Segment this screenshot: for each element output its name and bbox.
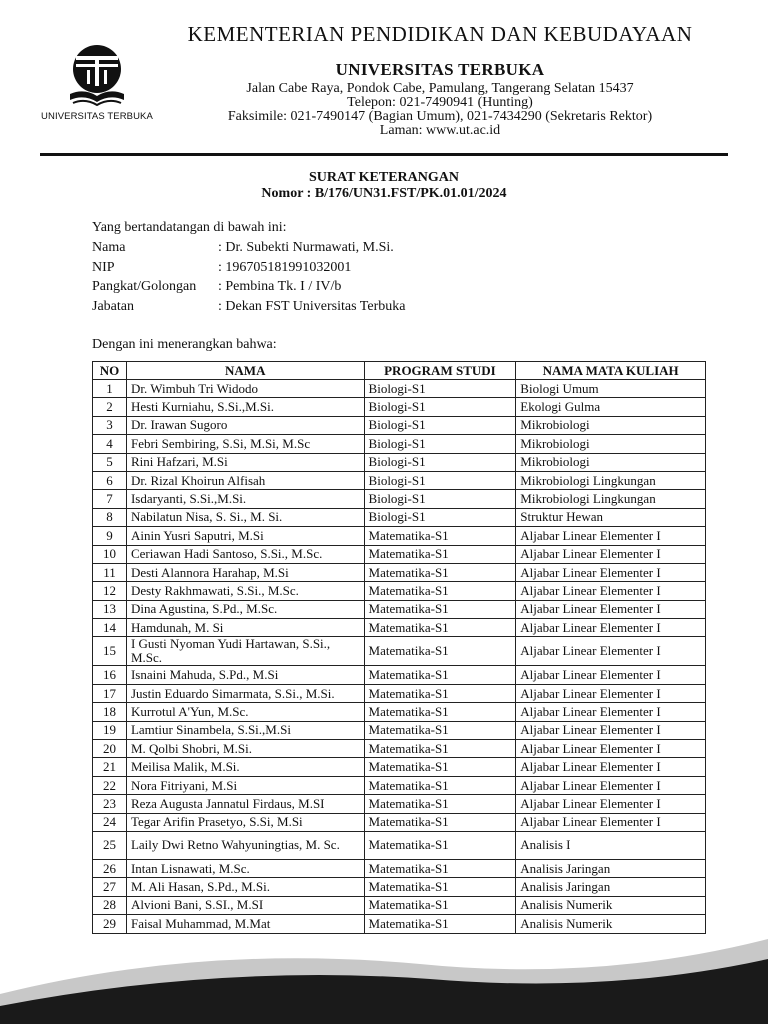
course-name: Ekologi Gulma xyxy=(516,398,706,416)
table-row xyxy=(93,637,706,666)
lecturer-name: Ceriawan Hadi Santoso, S.Si., M.Sc. xyxy=(126,545,364,563)
lecturer-name: Ainin Yusri Saputri, M.Si xyxy=(126,527,364,545)
table-row xyxy=(93,471,706,489)
course-name: Mikrobiologi xyxy=(516,416,706,434)
course-name: Aljabar Linear Elementer I xyxy=(516,758,706,776)
footer-wave-decoration xyxy=(0,924,768,1024)
lecturer-name: Desty Rakhmawati, S.Si., M.Sc. xyxy=(126,582,364,600)
signer-label: Nama xyxy=(92,240,126,255)
signer-row xyxy=(92,299,405,319)
lecturer-name: Lamtiur Sinambela, S.Si.,M.Si xyxy=(126,721,364,739)
logo-caption: UNIVERSITAS TERBUKA xyxy=(41,111,153,122)
table-row xyxy=(93,878,706,896)
website-line: Laman: www.ut.ac.id xyxy=(379,123,501,138)
lecturer-name: M. Ali Hasan, S.Pd., M.Si. xyxy=(126,878,364,896)
letter-number: Nomor : B/176/UN31.FST/PK.01.01/2024 xyxy=(261,186,507,201)
study-program: Matematika-S1 xyxy=(364,758,516,776)
lecturer-name: I Gusti Nyoman Yudi Hartawan, S.Si., M.Sc. xyxy=(126,637,364,666)
signer-label: Jabatan xyxy=(92,298,134,314)
lecturer-name: Dina Agustina, S.Pd., M.Sc. xyxy=(126,600,364,618)
study-program: Matematika-S1 xyxy=(364,545,516,563)
course-name: Aljabar Linear Elementer I xyxy=(516,545,706,563)
course-name: Analisis I xyxy=(516,831,706,859)
lecturer-name: Isnaini Mahuda, S.Pd., M.Si xyxy=(126,666,364,684)
table-row xyxy=(93,813,706,831)
row-number: 3 xyxy=(93,416,127,434)
lecturer-name: Intan Lisnawati, M.Sc. xyxy=(126,859,364,877)
row-number: 20 xyxy=(93,740,127,758)
lecturer-name: Rini Hafzari, M.Si xyxy=(126,453,364,471)
study-program: Matematika-S1 xyxy=(364,582,516,600)
row-number: 4 xyxy=(93,435,127,453)
lecturer-name: Justin Eduardo Simarmata, S.Si., M.Si. xyxy=(126,684,364,702)
signer-value: : Pembina Tk. I / IV/b xyxy=(218,279,342,294)
study-program: Matematika-S1 xyxy=(364,666,516,684)
lecturer-name: Tegar Arifin Prasetyo, S.Si, M.Si xyxy=(126,813,364,831)
row-number: 5 xyxy=(93,453,127,471)
lecturer-name: Hesti Kurniahu, S.Si.,M.Si. xyxy=(126,398,364,416)
statement-text: Dengan ini menerangkan bahwa: xyxy=(92,337,277,352)
table-row xyxy=(93,859,706,877)
fax-line: Faksimile: 021-7490147 (Bagian Umum), 021-7434290 (Sekretaris Rektor) xyxy=(227,109,653,124)
header-no: NO xyxy=(93,362,127,380)
table-row xyxy=(93,563,706,581)
row-number: 21 xyxy=(93,758,127,776)
course-name: Aljabar Linear Elementer I xyxy=(516,637,706,666)
course-name: Aljabar Linear Elementer I xyxy=(516,740,706,758)
row-number: 26 xyxy=(93,859,127,877)
course-name: Mikrobiologi Lingkungan xyxy=(516,471,706,489)
table-row xyxy=(93,703,706,721)
header-nama: NAMA xyxy=(126,362,364,380)
signer-label: NIP xyxy=(92,259,115,275)
table-header-row xyxy=(93,362,706,380)
course-name: Aljabar Linear Elementer I xyxy=(516,527,706,545)
row-number: 1 xyxy=(93,380,127,398)
signer-details xyxy=(92,240,405,318)
signer-value: : Dr. Subekti Nurmawati, M.Si. xyxy=(218,240,394,255)
ut-emblem-icon xyxy=(66,42,128,108)
table-row xyxy=(93,740,706,758)
row-number: 24 xyxy=(93,813,127,831)
study-program: Matematika-S1 xyxy=(364,684,516,702)
row-number: 13 xyxy=(93,600,127,618)
table-row xyxy=(93,721,706,739)
header-program-studi: PROGRAM STUDI xyxy=(364,362,516,380)
lecturer-name: Meilisa Malik, M.Si. xyxy=(126,758,364,776)
table-row xyxy=(93,527,706,545)
study-program: Matematika-S1 xyxy=(364,831,516,859)
table-row xyxy=(93,831,706,859)
signer-value: : 196705181991032001 xyxy=(218,259,352,275)
study-program: Biologi-S1 xyxy=(364,398,516,416)
study-program: Matematika-S1 xyxy=(364,795,516,813)
table-row xyxy=(93,619,706,637)
row-number: 16 xyxy=(93,666,127,684)
row-number: 28 xyxy=(93,896,127,914)
course-name: Analisis Numerik xyxy=(516,915,706,933)
study-program: Matematika-S1 xyxy=(364,878,516,896)
header-mata-kuliah: NAMA MATA KULIAH xyxy=(516,362,706,380)
table-row xyxy=(93,666,706,684)
study-program: Biologi-S1 xyxy=(364,435,516,453)
lecturer-name: Alvioni Bani, S.SI., M.SI xyxy=(126,896,364,914)
row-number: 11 xyxy=(93,563,127,581)
lecturer-name: Dr. Irawan Sugoro xyxy=(126,416,364,434)
course-name: Aljabar Linear Elementer I xyxy=(516,703,706,721)
study-program: Matematika-S1 xyxy=(364,896,516,914)
lecturer-name: Dr. Wimbuh Tri Widodo xyxy=(126,380,364,398)
study-program: Biologi-S1 xyxy=(364,490,516,508)
study-program: Matematika-S1 xyxy=(364,859,516,877)
study-program: Matematika-S1 xyxy=(364,563,516,581)
study-program: Matematika-S1 xyxy=(364,600,516,618)
table-row xyxy=(93,398,706,416)
table-row xyxy=(93,776,706,794)
table-row xyxy=(93,490,706,508)
course-name: Biologi Umum xyxy=(516,380,706,398)
lecturer-name: Desti Alannora Harahap, M.Si xyxy=(126,563,364,581)
course-name: Aljabar Linear Elementer I xyxy=(516,563,706,581)
signer-value: : Dekan FST Universitas Terbuka xyxy=(218,298,406,314)
course-name: Aljabar Linear Elementer I xyxy=(516,813,706,831)
signer-row xyxy=(92,260,405,280)
course-name: Aljabar Linear Elementer I xyxy=(516,684,706,702)
table-row xyxy=(93,600,706,618)
study-program: Matematika-S1 xyxy=(364,813,516,831)
lecturer-table xyxy=(92,361,706,934)
course-name: Analisis Jaringan xyxy=(516,859,706,877)
row-number: 6 xyxy=(93,471,127,489)
study-program: Matematika-S1 xyxy=(364,619,516,637)
row-number: 7 xyxy=(93,490,127,508)
row-number: 17 xyxy=(93,684,127,702)
row-number: 8 xyxy=(93,508,127,526)
study-program: Biologi-S1 xyxy=(364,453,516,471)
course-name: Mikrobiologi xyxy=(516,435,706,453)
row-number: 12 xyxy=(93,582,127,600)
university-logo xyxy=(38,42,156,122)
intro-text: Yang bertandatangan di bawah ini: xyxy=(92,220,287,235)
row-number: 14 xyxy=(93,619,127,637)
study-program: Biologi-S1 xyxy=(364,508,516,526)
address-line: Jalan Cabe Raya, Pondok Cabe, Pamulang, Tangerang Selatan 15437 xyxy=(246,81,634,96)
table-row xyxy=(93,508,706,526)
table-row xyxy=(93,896,706,914)
study-program: Matematika-S1 xyxy=(364,721,516,739)
lecturer-name: M. Qolbi Shobri, M.Si. xyxy=(126,740,364,758)
study-program: Matematika-S1 xyxy=(364,915,516,933)
study-program: Matematika-S1 xyxy=(364,740,516,758)
table-row xyxy=(93,795,706,813)
table-row xyxy=(93,435,706,453)
course-name: Struktur Hewan xyxy=(516,508,706,526)
row-number: 18 xyxy=(93,703,127,721)
row-number: 22 xyxy=(93,776,127,794)
table-row xyxy=(93,416,706,434)
row-number: 29 xyxy=(93,915,127,933)
lecturer-name: Dr. Rizal Khoirun Alfisah xyxy=(126,471,364,489)
table-row xyxy=(93,380,706,398)
row-number: 10 xyxy=(93,545,127,563)
university-name: UNIVERSITAS TERBUKA xyxy=(335,60,545,79)
letter-title: SURAT KETERANGAN xyxy=(308,170,459,185)
lecturer-name: Febri Sembiring, S.Si, M.Si, M.Sc xyxy=(126,435,364,453)
header-divider xyxy=(40,153,728,156)
course-name: Aljabar Linear Elementer I xyxy=(516,619,706,637)
course-name: Aljabar Linear Elementer I xyxy=(516,666,706,684)
signer-row xyxy=(92,279,405,299)
lecturer-name: Isdaryanti, S.Si.,M.Si. xyxy=(126,490,364,508)
lecturer-name: Reza Augusta Jannatul Firdaus, M.SI xyxy=(126,795,364,813)
signer-row xyxy=(92,240,405,260)
lecturer-name: Laily Dwi Retno Wahyuningtias, M. Sc. xyxy=(126,831,364,859)
row-number: 2 xyxy=(93,398,127,416)
table-row xyxy=(93,582,706,600)
table-body xyxy=(93,380,706,934)
course-name: Mikrobiologi Lingkungan xyxy=(516,490,706,508)
course-name: Aljabar Linear Elementer I xyxy=(516,795,706,813)
course-name: Aljabar Linear Elementer I xyxy=(516,600,706,618)
study-program: Biologi-S1 xyxy=(364,471,516,489)
row-number: 19 xyxy=(93,721,127,739)
lecturer-name: Kurrotul A'Yun, M.Sc. xyxy=(126,703,364,721)
study-program: Biologi-S1 xyxy=(364,380,516,398)
course-name: Aljabar Linear Elementer I xyxy=(516,721,706,739)
signer-label: Pangkat/Golongan xyxy=(92,279,197,294)
row-number: 9 xyxy=(93,527,127,545)
study-program: Matematika-S1 xyxy=(364,703,516,721)
lecturer-name: Nora Fitriyani, M.Si xyxy=(126,776,364,794)
course-name: Analisis Numerik xyxy=(516,896,706,914)
row-number: 15 xyxy=(93,637,127,666)
study-program: Matematika-S1 xyxy=(364,637,516,666)
study-program: Matematika-S1 xyxy=(364,527,516,545)
table-row xyxy=(93,545,706,563)
study-program: Matematika-S1 xyxy=(364,776,516,794)
course-name: Aljabar Linear Elementer I xyxy=(516,776,706,794)
course-name: Analisis Jaringan xyxy=(516,878,706,896)
row-number: 23 xyxy=(93,795,127,813)
row-number: 27 xyxy=(93,878,127,896)
course-name: Mikrobiologi xyxy=(516,453,706,471)
lecturer-name: Nabilatun Nisa, S. Si., M. Si. xyxy=(126,508,364,526)
lecturer-name: Faisal Muhammad, M.Mat xyxy=(126,915,364,933)
study-program: Biologi-S1 xyxy=(364,416,516,434)
lecturer-name: Hamdunah, M. Si xyxy=(126,619,364,637)
phone-line: Telepon: 021-7490941 (Hunting) xyxy=(347,95,533,110)
table-row xyxy=(93,453,706,471)
table-row xyxy=(93,684,706,702)
row-number: 25 xyxy=(93,831,127,859)
course-name: Aljabar Linear Elementer I xyxy=(516,582,706,600)
table-row xyxy=(93,758,706,776)
ministry-name: KEMENTERIAN PENDIDIKAN DAN KEBUDAYAAN xyxy=(187,22,693,46)
